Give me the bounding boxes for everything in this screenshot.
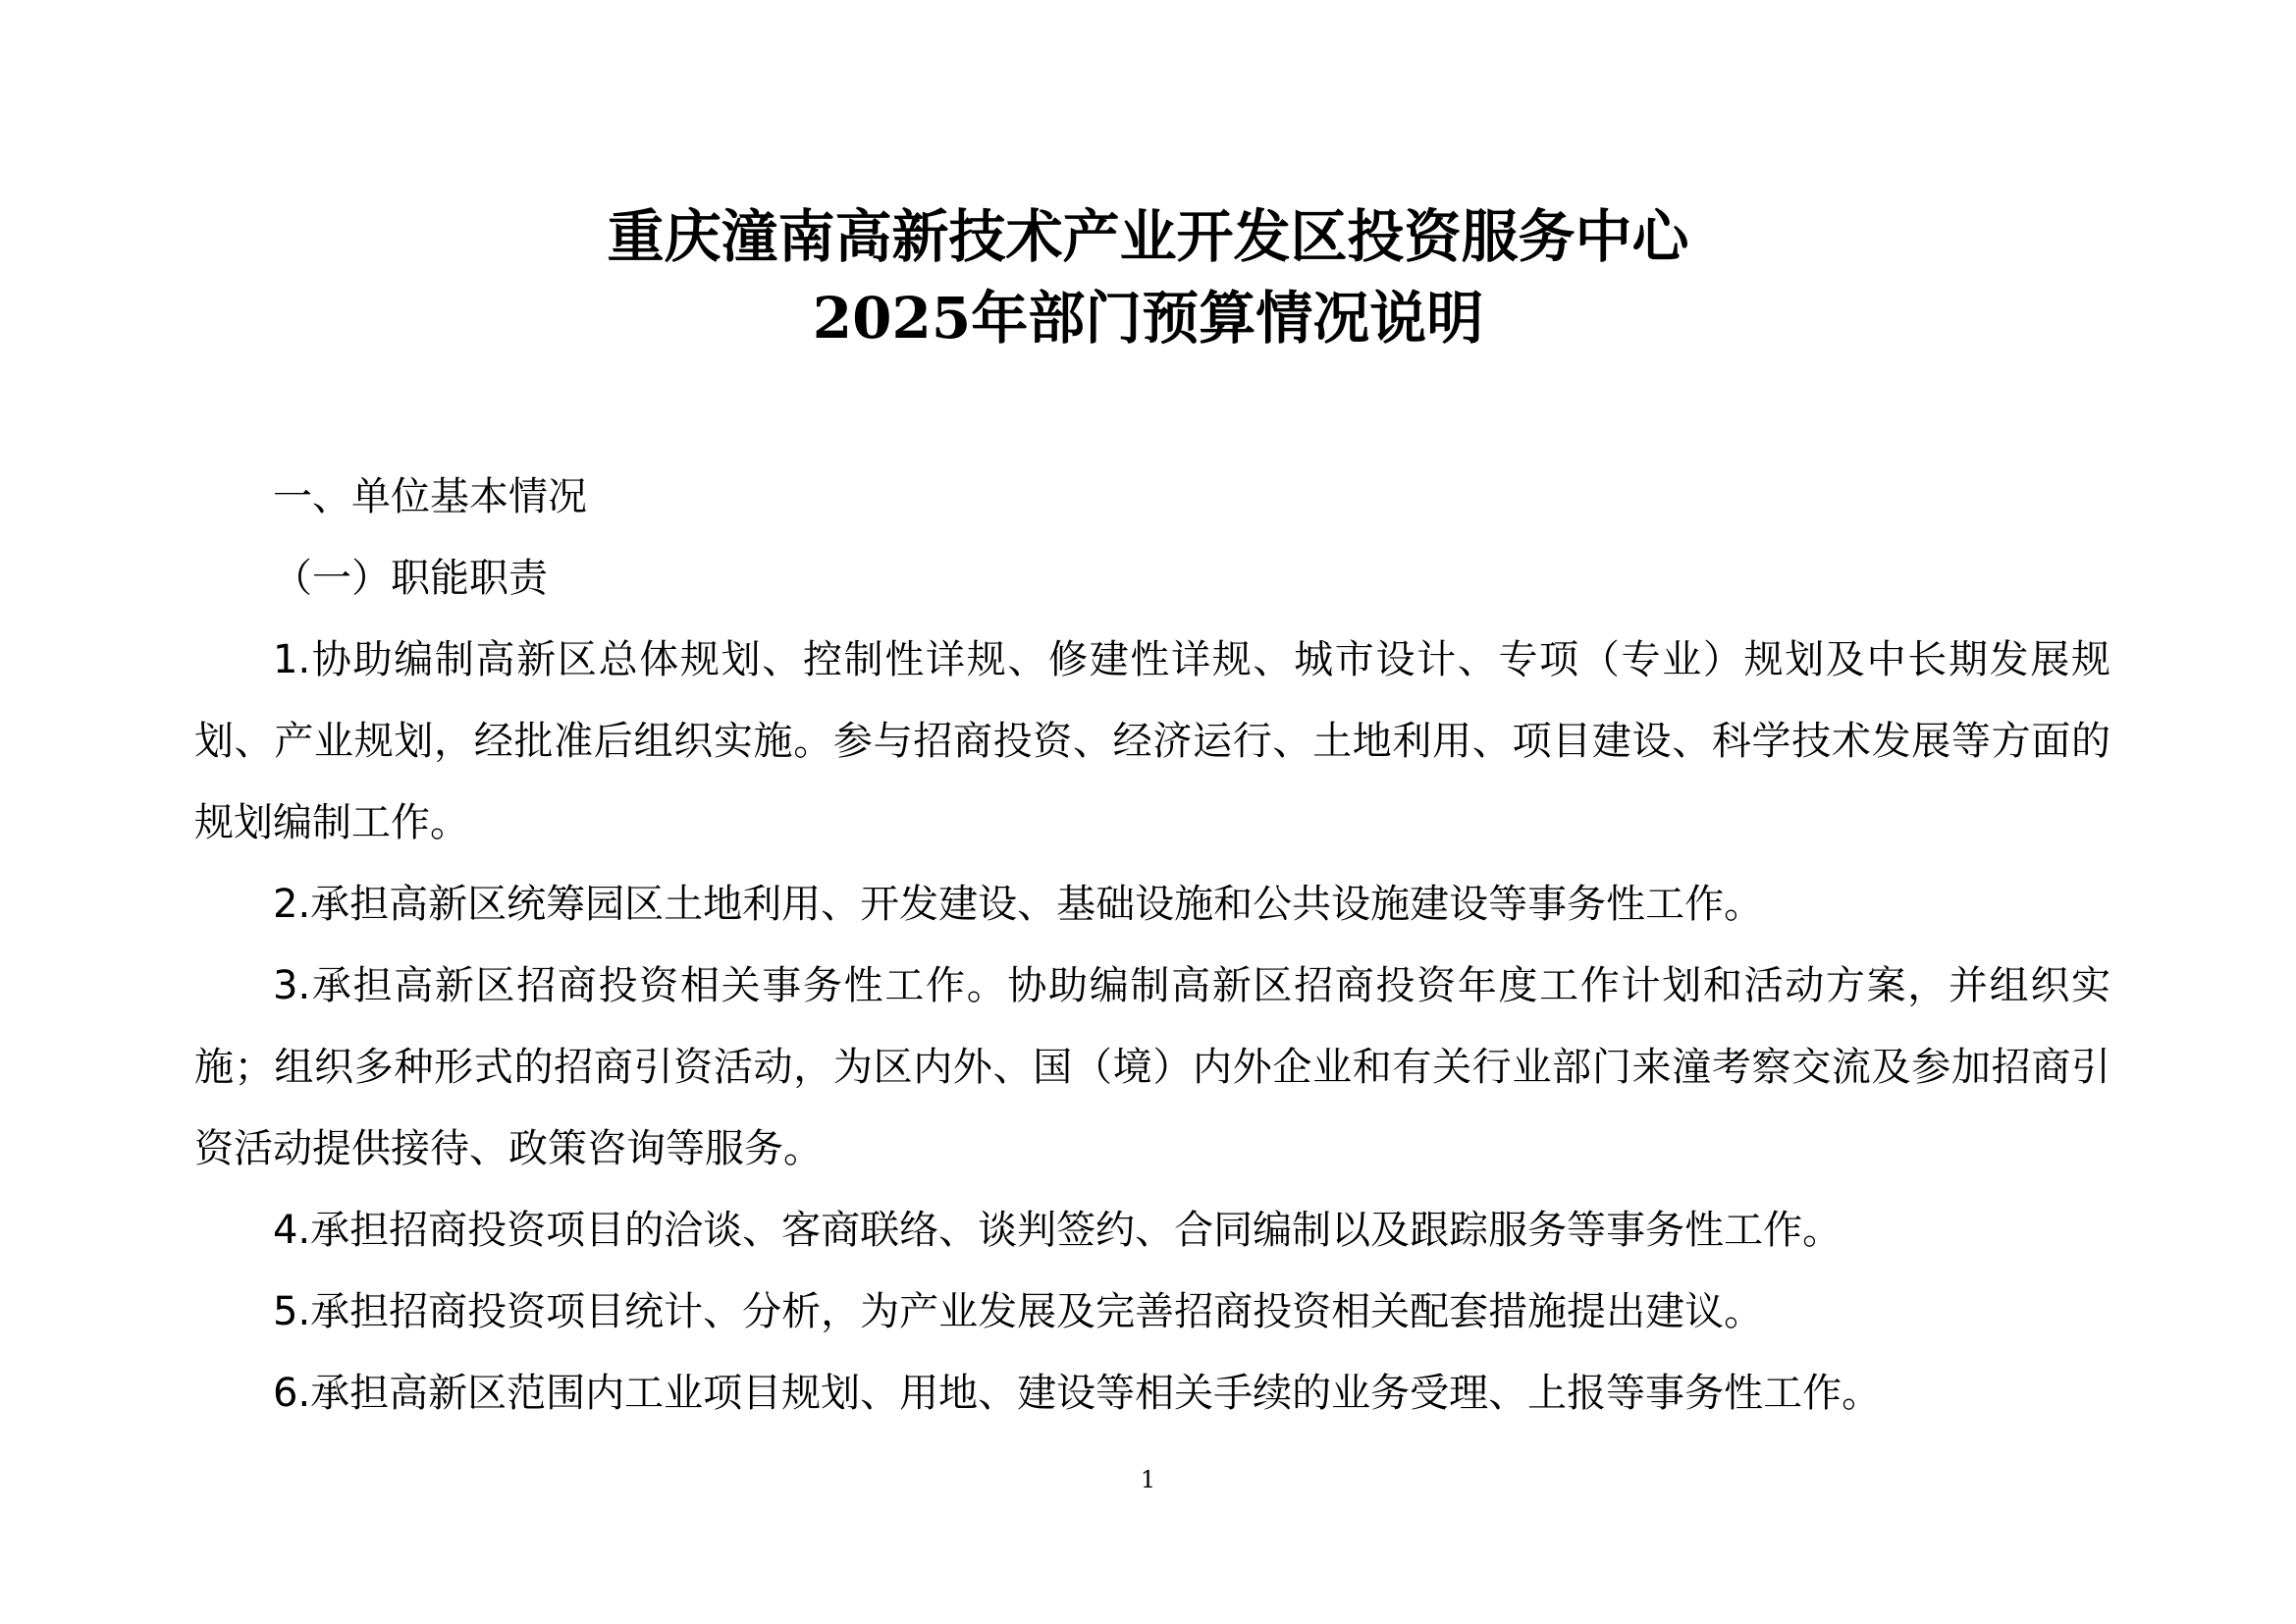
paragraph-4: 4.承担招商投资项目的洽谈、客商联络、谈判签约、合同编制以及跟踪服务等事务性工作。	[273, 1208, 1842, 1253]
document-title-line2: 2025年部门预算情况说明	[812, 285, 1484, 352]
paragraph-6: 6.承担高新区范围内工业项目规划、用地、建设等相关手续的业务受理、上报等事务性工作。	[273, 1371, 1882, 1416]
paragraph-3: 3.承担高新区招商投资相关事务性工作。协助编制高新区招商投资年度工作计划和活动方案，并组织实施；组织多种形式的招商引资活动，为区内外、国（境）内外企业和有关行业部门来潼考察交流及参加招商引资活动提供接待、政策咨询等服务。	[194, 963, 2110, 1171]
page-number: 1	[1140, 1466, 1156, 1493]
document-title-line1: 重庆潼南高新技术产业开发区投资服务中心	[607, 203, 1689, 270]
subsection-heading: （一）职能职责	[273, 556, 548, 601]
section-heading: 一、单位基本情况	[273, 474, 587, 519]
paragraph-5: 5.承担招商投资项目统计、分析，为产业发展及完善招商投资相关配套措施提出建议。	[273, 1289, 1764, 1334]
document-body	[194, 457, 2110, 1435]
paragraph-2: 2.承担高新区统筹园区土地利用、开发建设、基础设施和公共设施建设等事务性工作。	[273, 882, 1764, 927]
paragraph-1: 1.协助编制高新区总体规划、控制性详规、修建性详规、城市设计、专项（专业）规划及中长期发展规划、产业规划，经批准后组织实施。参与招商投资、经济运行、土地利用、项目建设、科学技术发展等方面的规划编制工作。	[194, 637, 2110, 845]
